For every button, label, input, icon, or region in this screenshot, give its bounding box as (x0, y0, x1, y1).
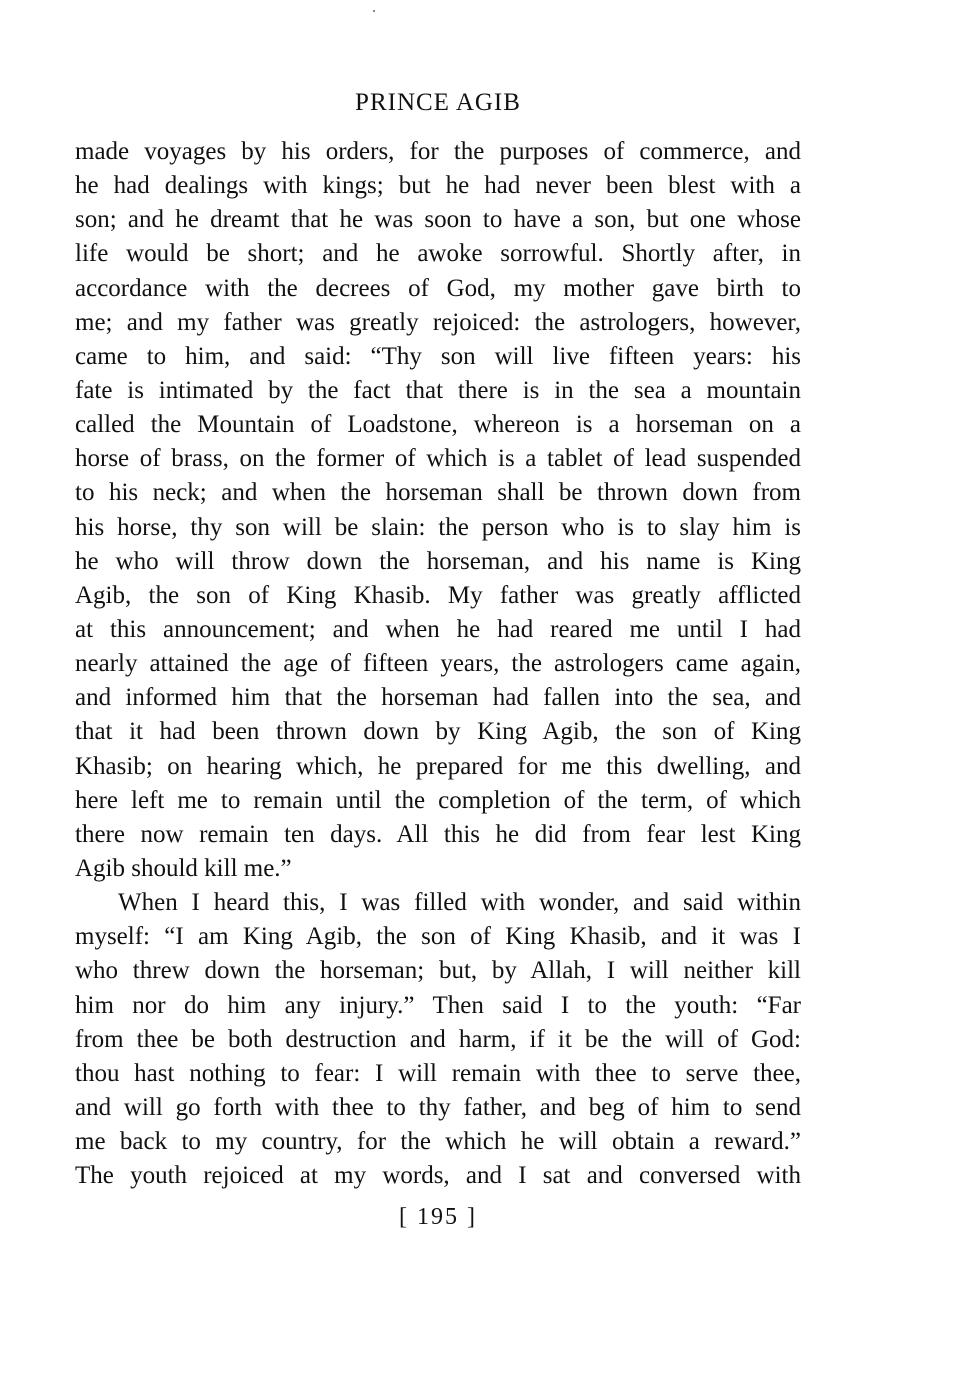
text-line: his horse, thy son will be slain: the person who is to slay him is (75, 513, 801, 541)
text-line: me; and my father was greatly rejoiced: the astrologers, however, (75, 308, 801, 336)
text-line: called the Mountain of Loadstone, whereon is a horseman on a (75, 411, 801, 439)
text-line: horse of brass, on the former of which is a tablet of lead suspended (75, 445, 801, 473)
text-line: The youth rejoiced at my words, and I sat and conversed with (75, 1162, 801, 1190)
text-line: me back to my country, for the which he will obtain a reward.” (75, 1128, 801, 1156)
text-line: nearly attained the age of fifteen years, the astrologers came again, (75, 650, 801, 678)
text-line: from thee be both destruction and harm, if it be the will of God: (75, 1025, 801, 1053)
text-line: Khasib; on hearing which, he prepared for me this dwelling, and (75, 752, 801, 780)
text-line: and informed him that the horseman had fallen into the sea, and (75, 684, 801, 712)
text-line: thou hast nothing to fear: I will remain with thee to serve thee, (75, 1059, 801, 1087)
text-line: who threw down the horseman; but, by Allah, I will neither kill (75, 957, 801, 985)
text-line: he had dealings with kings; but he had never been blest with a (75, 172, 801, 200)
text-line: there now remain ten days. All this he did from fear lest King (75, 820, 801, 848)
text-line: son; and he dreamt that he was soon to have a son, but one whose (75, 206, 801, 234)
print-speck (373, 10, 375, 12)
text-line: that it had been thrown down by King Agib, the son of King (75, 718, 801, 746)
text-line: accordance with the decrees of God, my mother gave birth to (75, 274, 801, 302)
text-line: Agib should kill me.” (75, 854, 292, 882)
body-text (75, 135, 801, 1193)
text-line: here left me to remain until the completion of the term, of which (75, 786, 801, 814)
text-line: When I heard this, I was filled with wonder, and said within (118, 889, 801, 917)
text-line: fate is intimated by the fact that there is in the sea a mountain (75, 376, 801, 404)
text-line: at this announcement; and when he had reared me until I had (75, 615, 801, 643)
text-line: to his neck; and when the horseman shall be thrown down from (75, 479, 801, 507)
text-line: myself: “I am King Agib, the son of King Khasib, and it was I (75, 923, 801, 951)
page-number: [ 195 ] (399, 1204, 477, 1230)
running-head: PRINCE AGIB (355, 89, 521, 116)
text-line: life would be short; and he awoke sorrowful. Shortly after, in (75, 240, 801, 268)
text-line: and will go forth with thee to thy father, and beg of him to send (75, 1093, 801, 1121)
text-line: made voyages by his orders, for the purposes of commerce, and (75, 138, 801, 165)
text-line: him nor do him any injury.” Then said I to the youth: “Far (75, 991, 801, 1019)
text-line: Agib, the son of King Khasib. My father was greatly afflicted (75, 581, 801, 609)
text-line: came to him, and said: “Thy son will live fifteen years: his (75, 342, 801, 370)
text-line: he who will throw down the horseman, and his name is King (75, 547, 801, 575)
